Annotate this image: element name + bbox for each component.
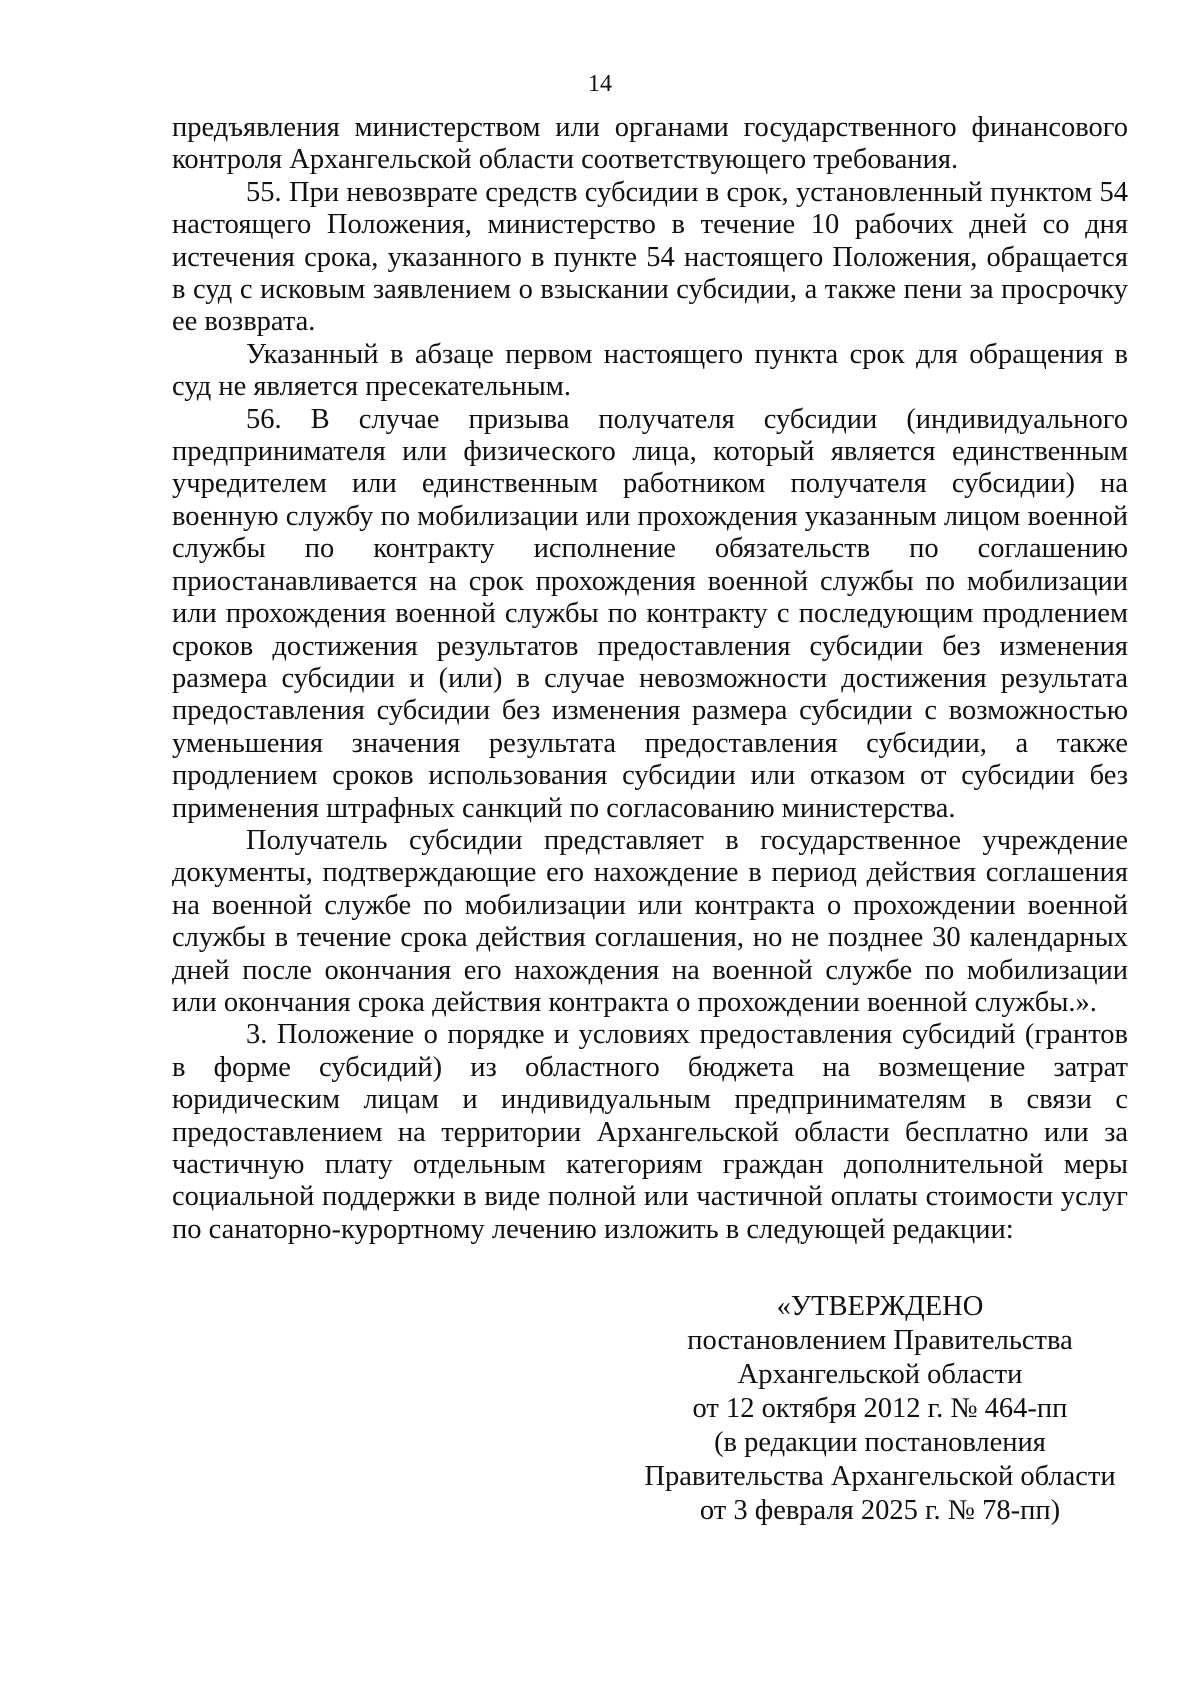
approval-line: постановлением Правительства	[687, 1325, 1073, 1356]
approval-line: Правительства Архангельской области	[644, 1461, 1116, 1492]
paragraph-3: 3. Положение о порядке и условиях предоставления субсидий (грантов в форме субсидий) из областного бюджета на возмещение затрат юридическим лицам и индивидуальным предпринимателям в связи с предоставлением на территории Архангельской области бесплатно или за частичную плату отдельным категориям граждан дополнительной меры социальной поддержки в виде полной или частичной оплаты стоимости услуг по санаторно-курортному лечению изложить в следующей редакции:	[172, 1019, 1128, 1245]
document-body	[172, 112, 1128, 1246]
approval-line: (в редакции постановления	[714, 1427, 1046, 1458]
paragraph-55: 55. При невозврате средств субсидии в срок, установленный пунктом 54 настоящего Положения, министерство в течение 10 рабочих дней со дня истечения срока, указанного в пункте 54 настоящего Положения, обращается в суд с исковым заявлением о взыскании субсидии, а также пени за просрочку ее возврата.	[172, 176, 1128, 338]
paragraph-56: 56. В случае призыва получателя субсидии (индивидуального предпринимателя или физического лица, который является единственным учредителем или единственным работником получателя субсидии) на военную службу по мобилизации или прохождения указанным лицом военной службы по контракту исполнение обязательств по соглашению приостанавливается на срок прохождения военной службы по мобилизации или прохождения военной службы по контракту с последующим продлением сроков достижения результатов предоставления субсидии без изменения размера субсидии и (или) в случае невозможности достижения результата предоставления субсидии без изменения размера субсидии с возможностью уменьшения значения результата предоставления субсидии, а также продлением сроков использования субсидии или отказом от субсидии без применения штрафных санкций по согласованию министерства.	[172, 403, 1128, 824]
approval-line: от 3 февраля 2025 г. № 78-пп)	[699, 1495, 1061, 1526]
approval-line: Архангельской области	[737, 1359, 1023, 1390]
paragraph-55-second: Указанный в абзаце первом настоящего пункта срок для обращения в суд не является пресекательным.	[172, 338, 1128, 403]
paragraph-56-second: Получатель субсидии представляет в государственное учреждение документы, подтверждающие его нахождение в период действия соглашения на военной службе по мобилизации или контракта о прохождении военной службы в течение срока действия соглашения, но не позднее 30 календарных дней после окончания его нахождения на военной службе по мобилизации или окончания срока действия контракта о прохождении военной службы.».	[172, 824, 1128, 1018]
page-number: 14	[588, 71, 612, 97]
paragraph-continuation: предъявления министерством или органами государственного финансового контроля Архангельской области соответствующего требования.	[172, 112, 1128, 176]
approval-line: от 12 октября 2012 г. № 464-пп	[692, 1393, 1068, 1424]
approval-block	[630, 1290, 1130, 1528]
approval-heading: «УТВЕРЖДЕНО	[776, 1291, 984, 1322]
